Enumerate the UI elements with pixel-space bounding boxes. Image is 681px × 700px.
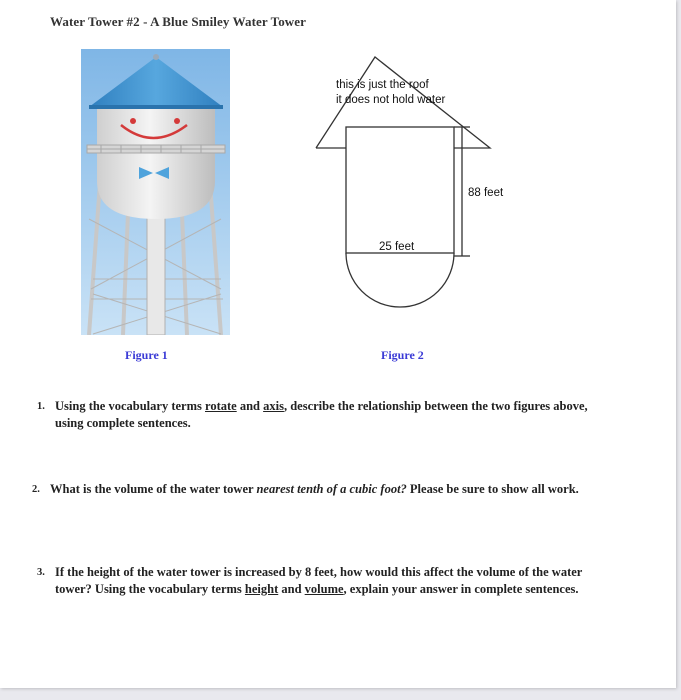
term-rotate: rotate bbox=[205, 399, 237, 413]
question-2-text: What is the volume of the water tower bbox=[50, 482, 257, 496]
question-1 bbox=[37, 398, 637, 432]
water-tower-diagram bbox=[310, 52, 535, 314]
figure-1-caption: Figure 1 bbox=[125, 348, 168, 362]
question-3 bbox=[37, 564, 637, 598]
question-2-number: 2. bbox=[32, 484, 40, 495]
water-tower-photo bbox=[81, 49, 230, 335]
cylinder-body bbox=[346, 127, 454, 253]
question-1-text-end: , describe the relationship between the two figures above, bbox=[283, 399, 588, 413]
question-2-text-end: Please be sure to show all work. bbox=[406, 482, 579, 496]
question-2-emphasis: nearest tenth of a cubic foot? bbox=[256, 482, 407, 496]
question-3-line1: If the height of the water tower is increased by 8 feet, how would this affect the volume of the water bbox=[55, 565, 583, 579]
question-3-text-end: , explain your answer in complete sentences. bbox=[343, 582, 579, 596]
height-label: 88 feet bbox=[468, 187, 504, 199]
term-axis: axis bbox=[263, 399, 284, 413]
question-3-line2: tower? Using the vocabulary terms bbox=[55, 582, 245, 596]
question-2 bbox=[32, 481, 642, 498]
hemisphere-bottom bbox=[346, 253, 454, 307]
roof-label-line1: this is just the roof bbox=[336, 79, 429, 91]
question-3-number: 3. bbox=[37, 567, 45, 578]
question-1-text: Using the vocabulary terms bbox=[55, 399, 205, 413]
figure-2-caption: Figure 2 bbox=[381, 348, 424, 362]
question-1-number: 1. bbox=[37, 401, 45, 412]
term-volume: volume bbox=[304, 582, 344, 596]
question-1-line2: using complete sentences. bbox=[55, 416, 191, 430]
water-tower-photo-drawing bbox=[81, 49, 230, 335]
diameter-label: 25 feet bbox=[379, 241, 415, 253]
roof-label-line2: it does not hold water bbox=[336, 94, 446, 106]
question-1-and: and bbox=[236, 399, 264, 413]
page-title: Water Tower #2 - A Blue Smiley Water Tower bbox=[50, 14, 307, 29]
term-height: height bbox=[244, 582, 279, 596]
question-3-and: and bbox=[278, 582, 305, 596]
